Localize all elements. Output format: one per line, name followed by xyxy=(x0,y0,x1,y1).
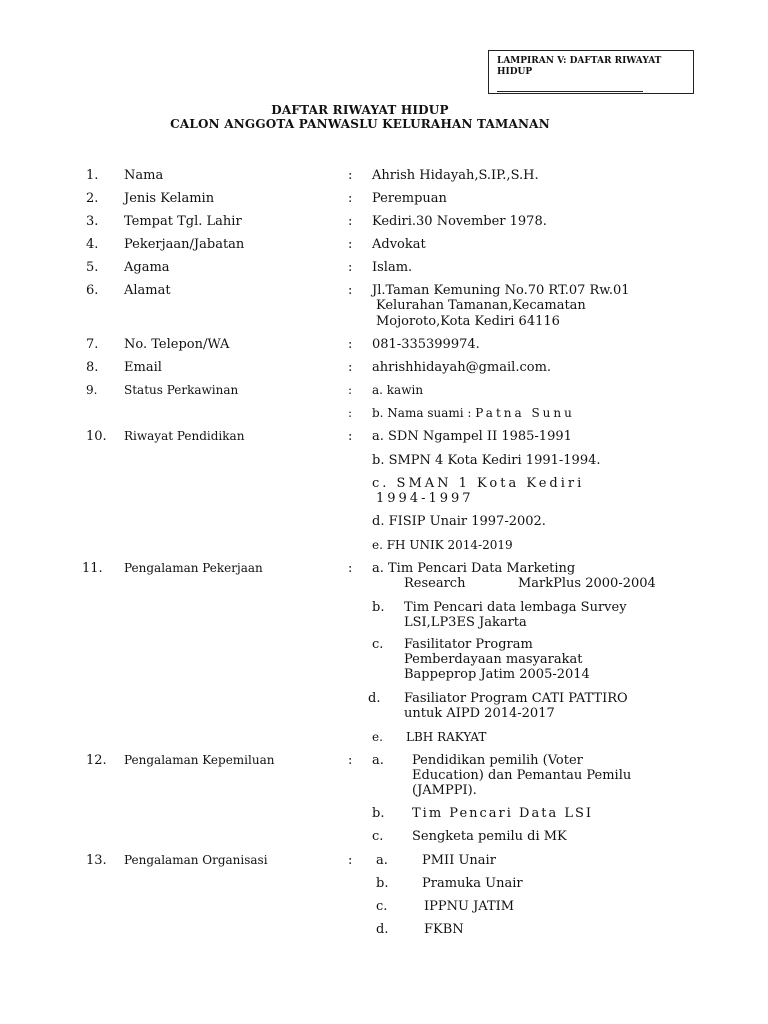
field-colon: : xyxy=(348,168,353,183)
org-item-a-text: PMII Unair xyxy=(422,853,496,868)
job-item-e-letter: e. xyxy=(372,730,383,744)
field-label: Alamat xyxy=(124,283,171,298)
field-label: Tempat Tgl. Lahir xyxy=(124,214,242,229)
field-number: 4. xyxy=(86,237,99,252)
field-label: No. Telepon/WA xyxy=(124,337,230,352)
document-title: DAFTAR RIWAYAT HIDUP xyxy=(271,103,449,117)
job-item-d-line-2: untuk AIPD 2014-2017 xyxy=(404,706,555,721)
field-number: 13. xyxy=(86,853,107,868)
field-number: 11. xyxy=(82,561,103,576)
job-item-a-line-3: MarkPlus 2000-2004 xyxy=(518,576,656,591)
election-item-c-letter: c. xyxy=(372,829,384,844)
attachment-underline xyxy=(497,91,643,92)
field-colon: : xyxy=(348,260,353,275)
election-item-c-text: Sengketa pemilu di MK xyxy=(412,829,567,844)
attachment-line-1: LAMPIRAN V: DAFTAR RIWAYAT xyxy=(497,56,662,66)
status-item-b-label: b. Nama suami : xyxy=(372,406,476,420)
election-item-b-letter: b. xyxy=(372,806,385,821)
education-item-c-years: 1994-1997 xyxy=(376,491,474,506)
election-item-a-line-2: Education) dan Pemantau Pemilu xyxy=(412,768,632,783)
field-value: Ahrish Hidayah,S.IP.,S.H. xyxy=(372,168,539,183)
field-colon: : xyxy=(348,283,353,298)
field-label: Pengalaman Organisasi xyxy=(124,853,268,867)
field-colon: : xyxy=(348,383,353,397)
field-colon: : xyxy=(348,753,353,768)
field-colon: : xyxy=(348,561,353,576)
education-item-b: b. SMPN 4 Kota Kediri 1991-1994. xyxy=(372,453,601,468)
field-colon: : xyxy=(348,237,353,252)
job-item-c-letter: c. xyxy=(372,637,384,652)
job-item-d-line-1: Fasiliator Program CATI PATTIRO xyxy=(404,691,628,706)
job-item-d-letter: d. xyxy=(368,691,381,706)
field-colon: : xyxy=(348,429,353,444)
status-item-a: a. kawin xyxy=(372,383,424,397)
status-item-b xyxy=(372,406,575,420)
field-label: Agama xyxy=(124,260,170,275)
attachment-line-2: HIDUP xyxy=(497,67,533,77)
field-colon: : xyxy=(348,191,353,206)
field-colon: : xyxy=(348,214,353,229)
org-item-b-letter: b. xyxy=(376,876,389,891)
spouse-name: Patna Sunu xyxy=(475,406,575,420)
field-number: 6. xyxy=(86,283,99,298)
field-label: Pekerjaan/Jabatan xyxy=(124,237,245,252)
education-item-d: d. FISIP Unair 1997-2002. xyxy=(372,514,546,529)
job-item-c-line-2: Pemberdayaan masyarakat xyxy=(404,652,583,667)
election-item-b-text: Tim Pencari Data LSI xyxy=(412,806,594,821)
election-item-a-letter: a. xyxy=(372,753,384,768)
document-subtitle: CALON ANGGOTA PANWASLU KELURAHAN TAMANAN xyxy=(170,117,550,131)
job-item-b-letter: b. xyxy=(372,600,385,615)
attachment-label-box xyxy=(488,50,694,94)
election-item-a-line-3: (JAMPPI). xyxy=(412,783,477,798)
education-item-e: e. FH UNIK 2014-2019 xyxy=(372,538,513,552)
election-item-a-line-1: Pendidikan pemilih (Voter xyxy=(412,753,583,768)
field-value: Islam. xyxy=(372,260,413,275)
field-label: Email xyxy=(124,360,162,375)
field-number: 1. xyxy=(86,168,99,183)
field-colon: : xyxy=(348,337,353,352)
field-label: Pengalaman Pekerjaan xyxy=(124,561,263,575)
org-item-c-text: IPPNU JATIM xyxy=(424,899,515,914)
job-item-e-text: LBH RAKYAT xyxy=(406,730,487,744)
field-number: 2. xyxy=(86,191,99,206)
org-item-c-letter: c. xyxy=(376,899,388,914)
field-label: Nama xyxy=(124,168,164,183)
field-value: ahrishhidayah@gmail.com. xyxy=(372,360,552,375)
address-line-3: Mojoroto,Kota Kediri 64116 xyxy=(376,314,560,329)
job-item-b-line-1: Tim Pencari data lembaga Survey xyxy=(404,600,627,615)
field-number: 3. xyxy=(86,214,99,229)
field-label: Status Perkawinan xyxy=(124,383,239,397)
org-item-d-text: FKBN xyxy=(424,922,464,937)
job-item-a-line-2: Research xyxy=(404,576,466,591)
job-item-c-line-1: Fasilitator Program xyxy=(404,637,533,652)
field-label: Pengalaman Kepemiluan xyxy=(124,753,275,767)
job-item-a-letter: a. xyxy=(372,561,384,576)
field-value: Kediri.30 November 1978. xyxy=(372,214,547,229)
org-item-d-letter: d. xyxy=(376,922,389,937)
field-colon: : xyxy=(348,406,353,420)
field-value: 081-335399974. xyxy=(372,337,480,352)
education-item-a: a. SDN Ngampel II 1985-1991 xyxy=(372,429,572,444)
address-line-1: Jl.Taman Kemuning No.70 RT.07 Rw.01 xyxy=(372,283,630,298)
address-line-2: Kelurahan Tamanan,Kecamatan xyxy=(376,298,586,313)
field-number: 10. xyxy=(86,429,107,444)
field-number: 12. xyxy=(86,753,107,768)
field-value: Perempuan xyxy=(372,191,447,206)
field-value: Advokat xyxy=(372,237,426,252)
field-number: 9. xyxy=(86,383,98,397)
education-item-c: c. SMAN 1 Kota Kediri xyxy=(372,476,585,491)
job-item-c-line-3: Bappeprop Jatim 2005-2014 xyxy=(404,667,590,682)
field-label: Jenis Kelamin xyxy=(124,191,215,206)
field-number: 5. xyxy=(86,260,99,275)
field-number: 7. xyxy=(86,337,99,352)
field-label: Riwayat Pendidikan xyxy=(124,429,245,443)
job-item-b-line-2: LSI,LP3ES Jakarta xyxy=(404,615,527,630)
field-number: 8. xyxy=(86,360,99,375)
org-item-b-text: Pramuka Unair xyxy=(422,876,523,891)
field-colon: : xyxy=(348,360,353,375)
job-item-a-line-1: Tim Pencari Data Marketing xyxy=(388,561,576,576)
org-item-a-letter: a. xyxy=(376,853,388,868)
field-colon: : xyxy=(348,853,353,868)
